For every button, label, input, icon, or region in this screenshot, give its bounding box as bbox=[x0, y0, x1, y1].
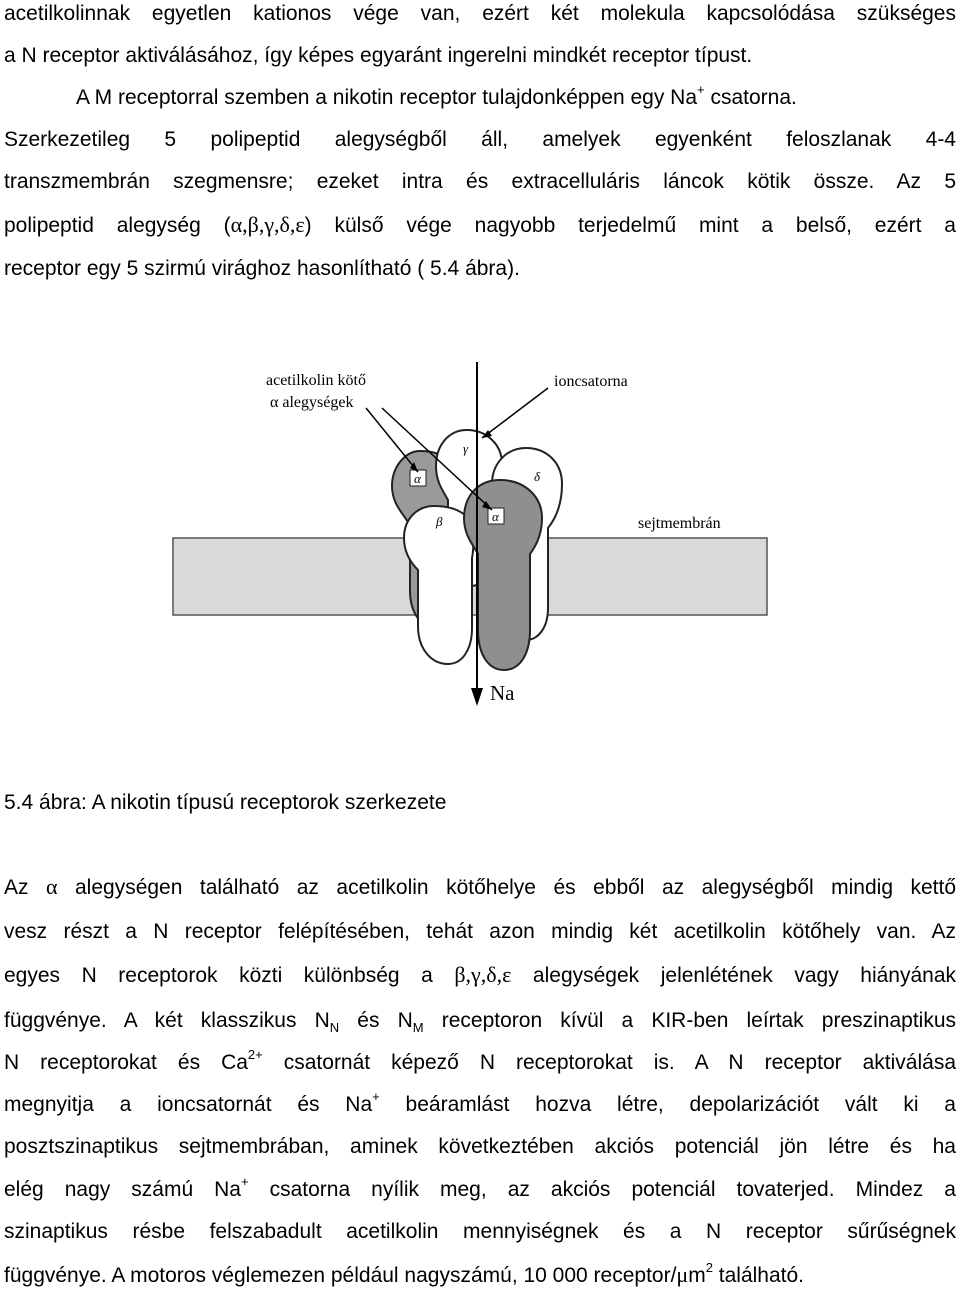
text-line: transzmembrán szegmensre; ezeket intra és extracelluláris láncok kötik össze. Az 5 bbox=[4, 170, 956, 193]
text-line: N receptorokat és $Ca^{2+}$ csatornát képező N receptorokat is. A N receptor aktiválása bbox=[4, 1047, 956, 1074]
text-line: A M receptorral szemben a nikotin receptor tulajdonképpen egy Na+ csatorna. bbox=[76, 82, 797, 109]
text-line: a N receptor aktiválásához, így képes egyaránt ingerelni mindkét receptor típust. bbox=[4, 44, 753, 67]
subunit-label: α bbox=[414, 471, 421, 486]
text-line: Szerkezetileg 5 polipeptid alegységből áll, amelyek egyenként feloszlanak 4-4 bbox=[4, 128, 956, 151]
label-binding: α alegységek bbox=[270, 394, 354, 411]
subunit-label: α bbox=[492, 509, 499, 524]
text-line: elég nagy számú Na+ csatorna nyílik meg, az akciós potenciál tovaterjed. Mindez a bbox=[4, 1174, 956, 1201]
label-membrane: sejtmembrán bbox=[638, 515, 721, 532]
text-line: egyes N receptorok közti különbség a β,γ,δ,ε alegységek jelenlétének vagy hiányának bbox=[4, 962, 957, 987]
label-binding: acetilkolin kötő bbox=[266, 372, 366, 389]
text-line: receptor egy 5 szirmú virághoz hasonlítható ( 5.4 ábra). bbox=[4, 257, 520, 280]
text-line: posztszinaptikus sejtmembrában, aminek következtében akciós potenciál jön létre és ha bbox=[4, 1135, 956, 1158]
figure-caption: 5.4 ábra: A nikotin típusú receptorok szerkezete bbox=[4, 791, 447, 814]
text-line: acetilkolinnak egyetlen kationos vége van, ezért két molekula kapcsolódása szükséges bbox=[4, 2, 956, 25]
pointer-line bbox=[482, 388, 548, 438]
arrow-down-icon bbox=[471, 688, 483, 706]
text-line: vesz részt a N receptor felépítésében, tehát azon mindig két acetilkolin kötőhely van. Az bbox=[4, 920, 956, 943]
subunit-label: γ bbox=[463, 441, 469, 456]
text-line: Az α alegységen található az acetilkolin kötőhelye és ebből az alegységből mindig kettő bbox=[4, 874, 957, 899]
label-channel: ioncsatorna bbox=[554, 373, 628, 390]
text-line: polipeptid alegység (α,β,γ,δ,ε) külső vége nagyobb terjedelmű mint a belső, ezért a bbox=[4, 212, 956, 237]
text-line: szinaptikus résbe felszabadult acetilkolin mennyiségnek és a N receptor sűrűségnek bbox=[4, 1220, 956, 1243]
label-na: Na bbox=[490, 681, 515, 705]
text-line: megnyitja a ioncsatornát és Na+ beáramlást hozva létre, depolarizációt vált ki a bbox=[4, 1089, 956, 1116]
subunit-label: δ bbox=[534, 469, 541, 484]
receptor-diagram bbox=[170, 358, 770, 718]
text-line: függvénye. A motoros véglemezen például nagyszámú, 10 000 receptor/$\mu m^2$ található. bbox=[4, 1260, 805, 1287]
text-line: függvénye. A két klasszikus $N_N$ és $N_M$ receptoron kívül a KIR-ben leírtak preszinaptikus bbox=[4, 1009, 957, 1036]
subunit-label: β bbox=[436, 514, 443, 529]
